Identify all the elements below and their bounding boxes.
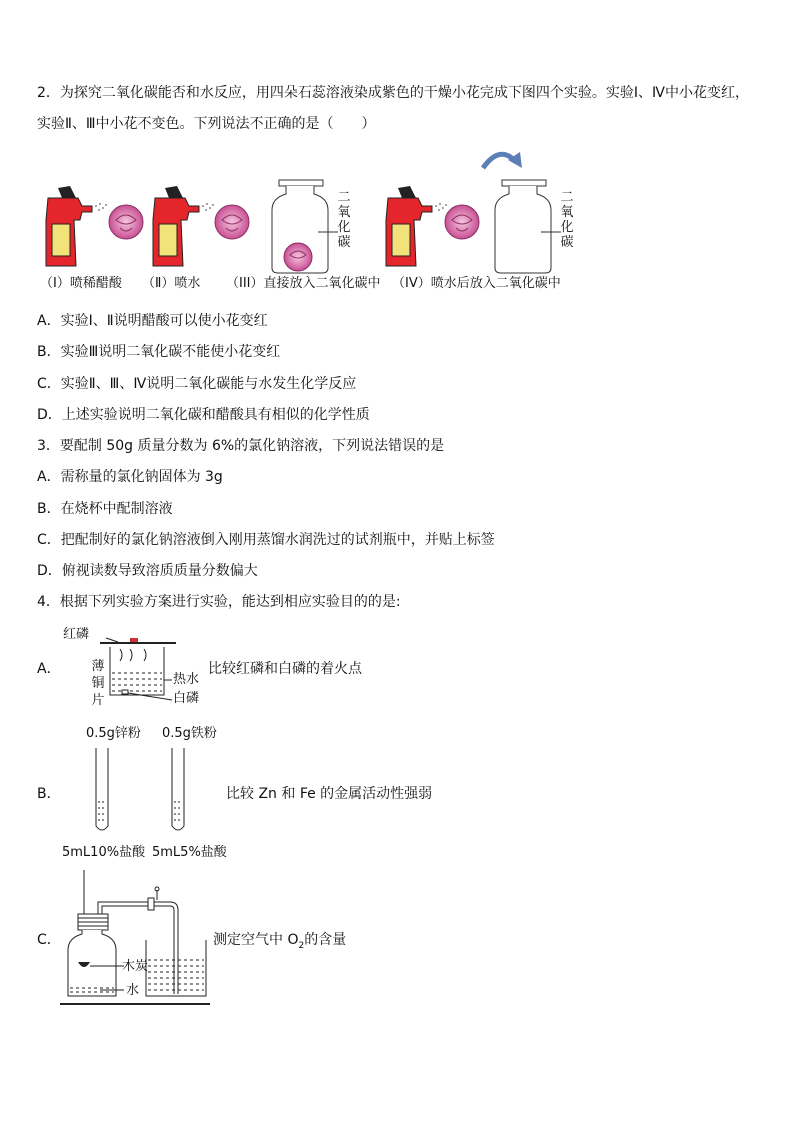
q4-c-charcoal-label: 木炭 xyxy=(122,959,149,974)
q4-stem: 4．根据下列实验方案进行实验，能达到相应实验目的的是: xyxy=(37,594,401,610)
caption-1: （I）喷稀醋酸 xyxy=(40,276,122,291)
q2-option-d: D．上述实验说明二氧化碳和醋酸具有相似的化学性质 xyxy=(37,407,370,423)
q4-b-letter: B． xyxy=(37,786,61,802)
q4-a-white-phosphorus-label: 白磷 xyxy=(173,691,200,706)
q2-option-b: B．实验Ⅲ说明二氧化碳不能使小花变红 xyxy=(37,344,281,360)
rose-icon xyxy=(215,205,249,239)
q4-a-copper-label: 薄铜片 xyxy=(91,659,105,708)
gas-jar-icon xyxy=(495,180,561,273)
q4-a-hot-water-label: 热水 xyxy=(173,672,200,687)
q4-a-purpose: 比较红磷和白磷的着火点 xyxy=(208,661,362,677)
q2-figure xyxy=(0,140,794,280)
caption-3: （III）直接放入二氧化碳中 xyxy=(226,276,381,291)
q4-b-zinc-label: 0.5g锌粉 xyxy=(86,726,141,741)
spray-bottle-icon xyxy=(153,186,199,266)
q4-c-purpose-post: 的含量 xyxy=(304,932,347,948)
q4-c-water-label: 水 xyxy=(126,983,140,998)
q4-c-purpose-pre: 测定空气中 O xyxy=(213,932,299,948)
q4-a-apparatus xyxy=(100,635,220,705)
q4-b-acid-1-label: 5mL10%盐酸 xyxy=(62,845,146,860)
q2-option-c: C．实验Ⅱ、Ⅲ、Ⅳ说明二氧化碳能与水发生化学反应 xyxy=(37,376,357,392)
curved-arrow-icon xyxy=(483,152,522,168)
q3-option-b: B．在烧杯中配制溶液 xyxy=(37,501,173,517)
q4-c-apparatus xyxy=(60,870,220,1010)
co2-label-jar-4: 二氧化碳 xyxy=(560,190,574,250)
spray-bottle-icon xyxy=(46,186,92,266)
q4-a-letter: A． xyxy=(37,661,61,677)
q2-stem-line2: 实验Ⅱ、Ⅲ中小花不变色。下列说法不正确的是（ ） xyxy=(37,116,376,132)
q4-a-red-phosphorus-label: 红磷 xyxy=(63,627,90,642)
rose-icon xyxy=(284,243,312,271)
q4-c-letter: C． xyxy=(37,932,61,948)
q3-option-a: A．需称量的氯化钠固体为 3g xyxy=(37,469,223,485)
q4-b-purpose: 比较 Zn 和 Fe 的金属活动性强弱 xyxy=(226,786,433,802)
q2-stem-line1: 2．为探究二氧化碳能否和水反应，用四朵石蕊溶液染成紫色的干燥小花完成下图四个实验。实验Ⅰ、Ⅳ中小花变红， xyxy=(37,85,749,101)
q4-c-purpose-sub: 2 xyxy=(298,940,305,951)
co2-label-jar-3: 二氧化碳 xyxy=(337,190,351,250)
q4-b-acid-2-label: 5mL5%盐酸 xyxy=(152,845,227,860)
spray-bottle-icon xyxy=(386,186,432,266)
spray-mist-icon xyxy=(95,203,107,211)
q4-b-test-tubes xyxy=(90,748,210,838)
q4-c-purpose xyxy=(213,932,346,954)
q2-option-a: A．实验Ⅰ、Ⅱ说明醋酸可以使小花变红 xyxy=(37,313,268,329)
rose-icon xyxy=(109,205,143,239)
q3-option-c: C．把配制好的氯化钠溶液倒入刚用蒸馏水润洗过的试剂瓶中，并贴上标签 xyxy=(37,532,495,548)
caption-4: （IV）喷水后放入二氧化碳中 xyxy=(392,276,561,291)
q3-option-d: D．俯视读数导致溶质质量分数偏大 xyxy=(37,563,258,579)
spray-mist-icon xyxy=(202,203,214,211)
spray-mist-icon xyxy=(435,203,447,211)
q4-b-iron-label: 0.5g铁粉 xyxy=(162,726,217,741)
caption-2: （Ⅱ）喷水 xyxy=(142,276,201,291)
q3-stem: 3．要配制 50g 质量分数为 6%的氯化钠溶液，下列说法错误的是 xyxy=(37,438,445,454)
rose-icon xyxy=(445,205,479,239)
